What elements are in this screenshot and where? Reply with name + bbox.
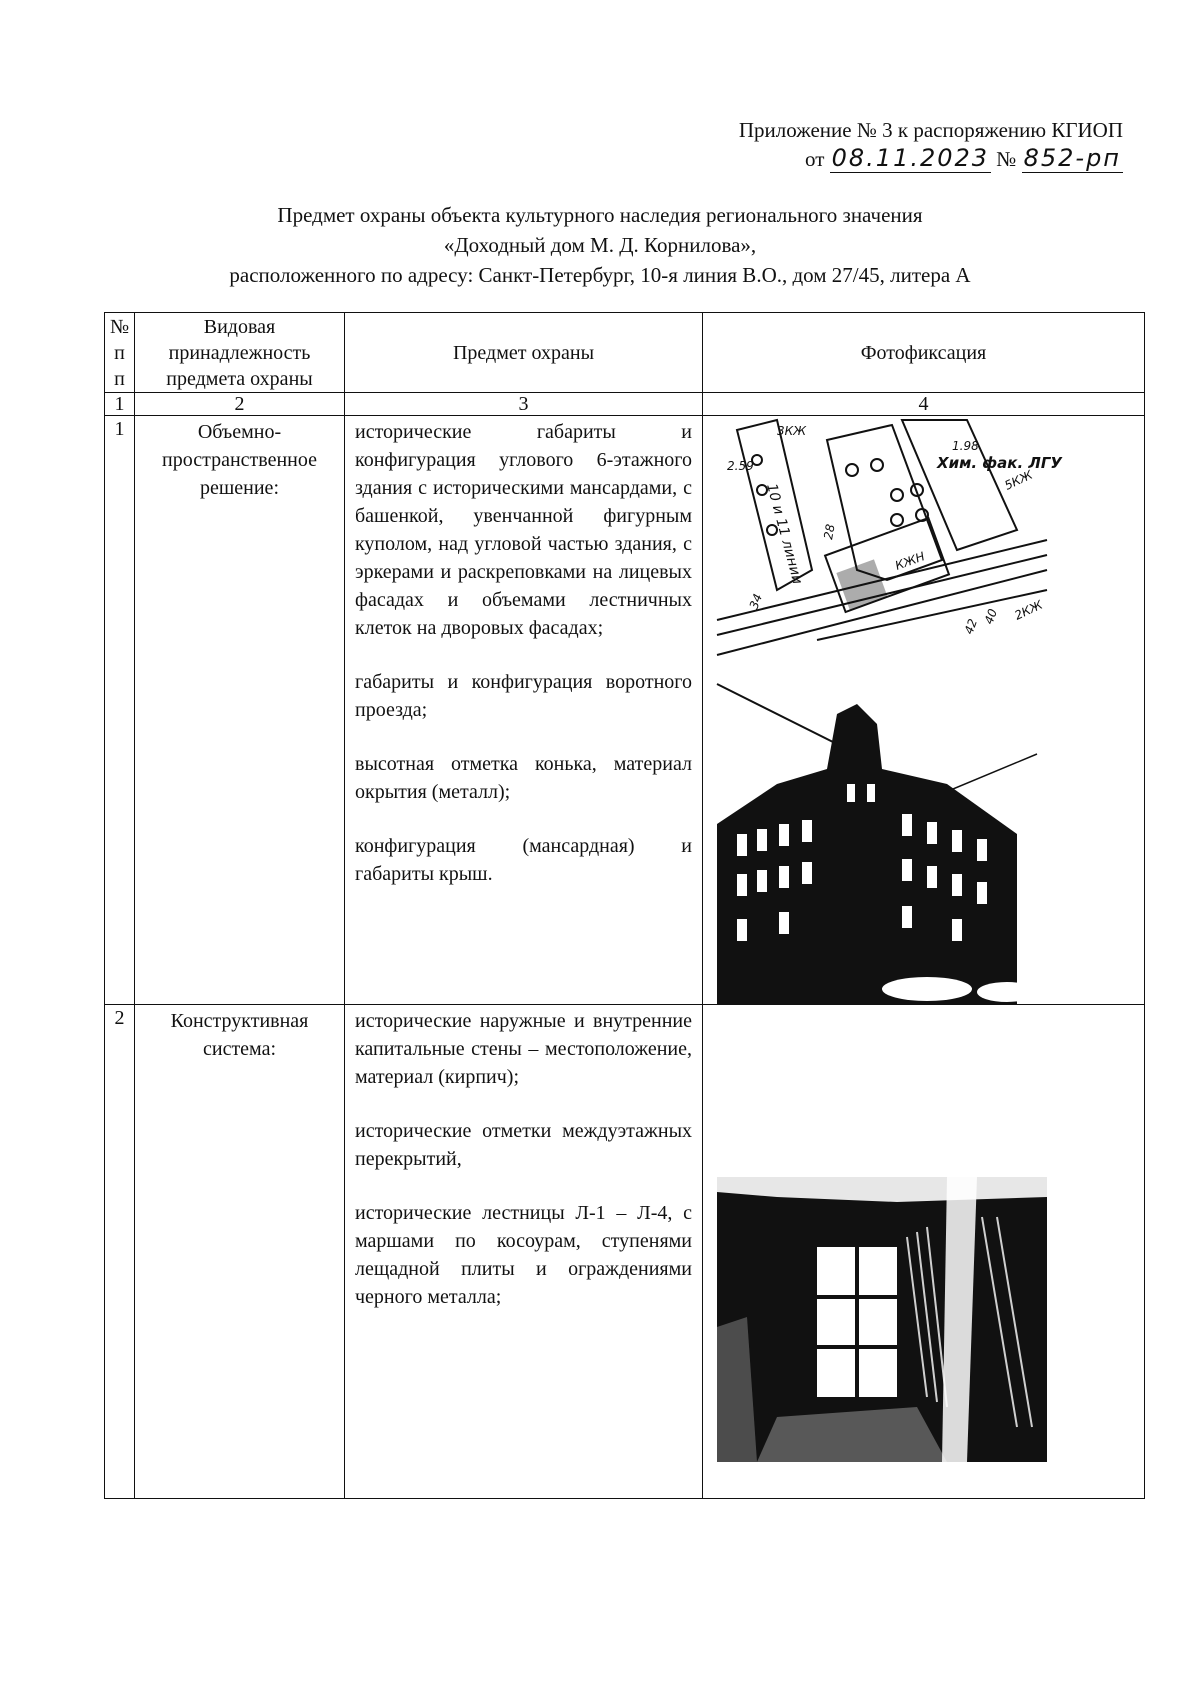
map-label: 42: [961, 616, 981, 637]
header-subject: Предмет охраны: [345, 313, 703, 393]
row-subject-cell: [345, 1005, 703, 1499]
map-label: 40: [981, 606, 1001, 627]
map-label: 1.98: [952, 439, 979, 453]
row-kind: Конструктивная система:: [170, 1010, 309, 1060]
map-label: 3КЖ: [777, 424, 807, 438]
heading-line-3: расположенного по адресу: Санкт-Петербург, 10-я линия В.О., дом 27/45, литера А: [229, 263, 971, 287]
map-label: 28: [821, 523, 838, 541]
annex-date-line: [739, 144, 1123, 173]
table-row: [105, 1005, 1145, 1499]
map-label: Хим. фак. ЛГУ: [937, 454, 1062, 472]
annex-reference: [739, 116, 1123, 173]
row-photo-cell: [703, 416, 1145, 1005]
heading-line-2: «Доходный дом М. Д. Корнилова»,: [443, 233, 757, 257]
heading-line-1: Предмет охраны объекта культурного наследия регионального значения: [277, 203, 923, 227]
date-prefix: от: [804, 147, 825, 171]
row-kind: Объемно-пространственное решение:: [162, 421, 317, 499]
header-photo: Фотофиксация: [703, 313, 1145, 393]
handwritten-number: 852-рп: [1023, 144, 1121, 172]
subject-item: исторические отметки междуэтажных перекрытий,: [355, 1120, 692, 1170]
map-label: 2.59: [727, 459, 754, 473]
subject-item: исторические габариты и конфигурация углового 6-этажного здания с историческими мансардами, с башенкой, увенчанной фигурным куполом, над угловой частью здания, с эркерами и раскреповками на лицевых фасадах и объемами лестничных клеток на дворовых фасадах;: [355, 421, 692, 639]
map-label: 10 и 11 линии: [763, 481, 806, 586]
row-number: 1: [105, 416, 135, 1005]
header-kind-label: Видовая принадлежность предмета охраны: [166, 315, 313, 390]
row-photo-cell: [703, 1005, 1145, 1499]
row-number: 2: [105, 1005, 135, 1499]
subject-item: высотная отметка конька, материал окрытия (металл);: [355, 753, 692, 803]
column-index: 3: [345, 393, 703, 416]
staircase-photo: [717, 1177, 1047, 1462]
document-heading: [0, 200, 1200, 290]
subject-item: исторические наружные и внутренние капитальные стены – местоположение, материал (кирпич);: [355, 1010, 692, 1088]
row-subject-cell: [345, 416, 703, 1005]
subject-item: габариты и конфигурация воротного проезда;: [355, 671, 692, 721]
table-row: [105, 416, 1145, 1005]
building-photo: [717, 674, 1047, 1004]
map-label: 5КЖ: [1002, 467, 1035, 493]
subject-item: конфигурация (мансардная) и габариты крыш.: [355, 835, 692, 885]
row-kind-cell: [135, 1005, 345, 1499]
map-label: 2КЖ: [1012, 597, 1045, 623]
header-num: [105, 313, 135, 393]
map-label: КЖН: [893, 549, 927, 573]
protection-subject-table: [104, 312, 1145, 1499]
map-label: 34: [746, 591, 766, 612]
column-index: 1: [105, 393, 135, 416]
site-map-image: [717, 420, 1062, 670]
column-index: 2: [135, 393, 345, 416]
photo-area: [703, 420, 1144, 1004]
header-kind: [135, 313, 345, 393]
annex-title: Приложение № 3 к распоряжению КГИОП: [738, 118, 1123, 142]
subject-item: исторические лестницы Л-1 – Л-4, с маршами по косоурам, ступенями лещадной плиты и ограждениями черного металла;: [355, 1202, 692, 1308]
column-index-row: [105, 393, 1145, 416]
handwritten-date: 08.11.2023: [831, 144, 990, 172]
header-num-label: № п п: [109, 315, 130, 390]
column-index: 4: [703, 393, 1145, 416]
table-header-row: [105, 313, 1145, 393]
number-prefix: №: [996, 147, 1017, 171]
row-kind-cell: [135, 416, 345, 1005]
